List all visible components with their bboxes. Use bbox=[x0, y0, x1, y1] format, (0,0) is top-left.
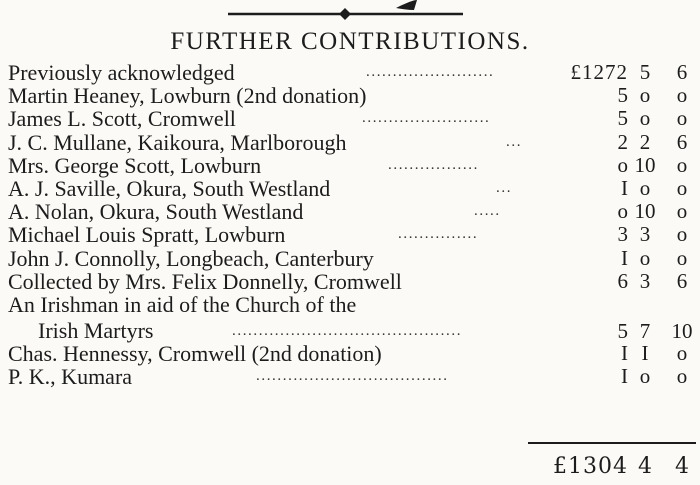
contributor-name: Irish Martyrs bbox=[38, 318, 154, 344]
total-pence: 4 bbox=[675, 454, 689, 479]
shillings-amount: 3 bbox=[639, 268, 651, 293]
contributor-name: A. Nolan, Okura, South Westland bbox=[8, 199, 304, 225]
contributor-name: Mrs. George Scott, Lowburn bbox=[8, 152, 262, 178]
shillings-amount: o bbox=[639, 175, 651, 200]
pence-amount: o bbox=[676, 222, 688, 247]
contributor-name: A. J. Saville, Okura, South Westland bbox=[8, 175, 331, 201]
shillings-amount: o bbox=[639, 83, 651, 108]
shillings-amount: 7 bbox=[639, 319, 651, 344]
list-item bbox=[0, 270, 700, 293]
shillings-amount: 10 bbox=[634, 152, 656, 177]
contributor-name: An Irishman in aid of the Church of the bbox=[8, 291, 357, 317]
ornamental-rule-icon bbox=[228, 0, 463, 26]
leader-dots: ..... bbox=[474, 203, 501, 220]
pounds-amount: 2 bbox=[617, 129, 628, 154]
pence-amount: 6 bbox=[676, 60, 688, 84]
list-item bbox=[0, 365, 700, 388]
total-pounds: £1304 bbox=[553, 454, 628, 479]
list-item bbox=[0, 61, 700, 84]
contributor-name: J. C. Mullane, Kaikoura, Marlborough bbox=[8, 129, 347, 155]
leader-dots: ... bbox=[506, 133, 523, 150]
list-item bbox=[0, 293, 700, 316]
list-item bbox=[0, 223, 700, 246]
pounds-amount: 5 bbox=[617, 319, 628, 344]
pence-amount: o bbox=[676, 199, 688, 224]
pence-amount: o bbox=[676, 341, 688, 366]
pence-amount: o bbox=[676, 152, 688, 177]
list-item bbox=[0, 200, 700, 223]
pounds-amount: I bbox=[621, 245, 628, 270]
pounds-amount: o bbox=[617, 199, 628, 224]
pounds-amount: I bbox=[621, 341, 628, 366]
shillings-amount: 2 bbox=[639, 129, 651, 154]
list-item bbox=[0, 154, 700, 177]
pounds-amount: 5 bbox=[617, 83, 628, 108]
pounds-amount: 3 bbox=[617, 222, 628, 247]
pounds-amount: 5 bbox=[617, 106, 628, 131]
pence-amount: o bbox=[676, 364, 688, 389]
leader-dots: ................. bbox=[388, 156, 479, 173]
contributor-name: Collected by Mrs. Felix Donnelly, Cromwell bbox=[8, 268, 402, 294]
total-shillings: 4 bbox=[638, 454, 652, 479]
pounds-amount: I bbox=[621, 175, 628, 200]
total-row bbox=[0, 452, 700, 482]
list-item bbox=[0, 316, 700, 342]
contributor-name: P. K., Kumara bbox=[8, 364, 133, 390]
list-item bbox=[0, 342, 700, 365]
pence-amount: 10 bbox=[671, 319, 693, 344]
pounds-amount: 6 bbox=[617, 268, 628, 293]
list-item bbox=[0, 107, 700, 130]
shillings-amount: o bbox=[639, 245, 651, 270]
shillings-amount: o bbox=[639, 106, 651, 131]
shillings-amount: I bbox=[641, 341, 649, 366]
shillings-amount: 5 bbox=[639, 60, 651, 84]
page-title: FURTHER CONTRIBUTIONS. bbox=[170, 28, 530, 55]
pence-amount: 6 bbox=[676, 268, 688, 293]
pounds-amount: I bbox=[621, 364, 628, 389]
pence-amount: o bbox=[676, 106, 688, 131]
list-item bbox=[0, 177, 700, 200]
shillings-amount: o bbox=[639, 364, 651, 389]
shillings-amount: 10 bbox=[634, 199, 656, 224]
leader-dots: ............... bbox=[398, 226, 479, 243]
leader-dots: ... bbox=[496, 179, 513, 196]
leader-dots: ........................................... bbox=[232, 323, 463, 340]
pence-amount: o bbox=[676, 83, 688, 108]
contributions-list bbox=[0, 61, 700, 388]
pence-amount: o bbox=[676, 245, 688, 270]
contributor-name: John J. Connolly, Longbeach, Canterbury bbox=[8, 245, 374, 271]
shillings-amount: 3 bbox=[639, 222, 651, 247]
leader-dots: ........................ bbox=[366, 64, 495, 80]
pence-amount: o bbox=[676, 175, 688, 200]
pence-amount: 6 bbox=[676, 129, 688, 154]
list-item bbox=[0, 131, 700, 154]
contributor-name: Previously acknowledged bbox=[8, 60, 235, 85]
list-item bbox=[0, 247, 700, 270]
contributor-name: Michael Louis Spratt, Lowburn bbox=[8, 222, 286, 248]
total-rule bbox=[528, 442, 696, 444]
contributor-name: Chas. Hennessy, Cromwell (2nd donation) bbox=[8, 341, 382, 367]
pounds-amount: £1272 bbox=[570, 60, 628, 84]
contributor-name: James L. Scott, Cromwell bbox=[8, 106, 236, 132]
contributor-name: Martin Heaney, Lowburn (2nd donation) bbox=[8, 83, 367, 109]
pounds-amount: o bbox=[617, 152, 628, 177]
leader-dots: .................................... bbox=[256, 368, 449, 385]
leader-dots: ........................ bbox=[362, 110, 491, 127]
list-item bbox=[0, 84, 700, 107]
